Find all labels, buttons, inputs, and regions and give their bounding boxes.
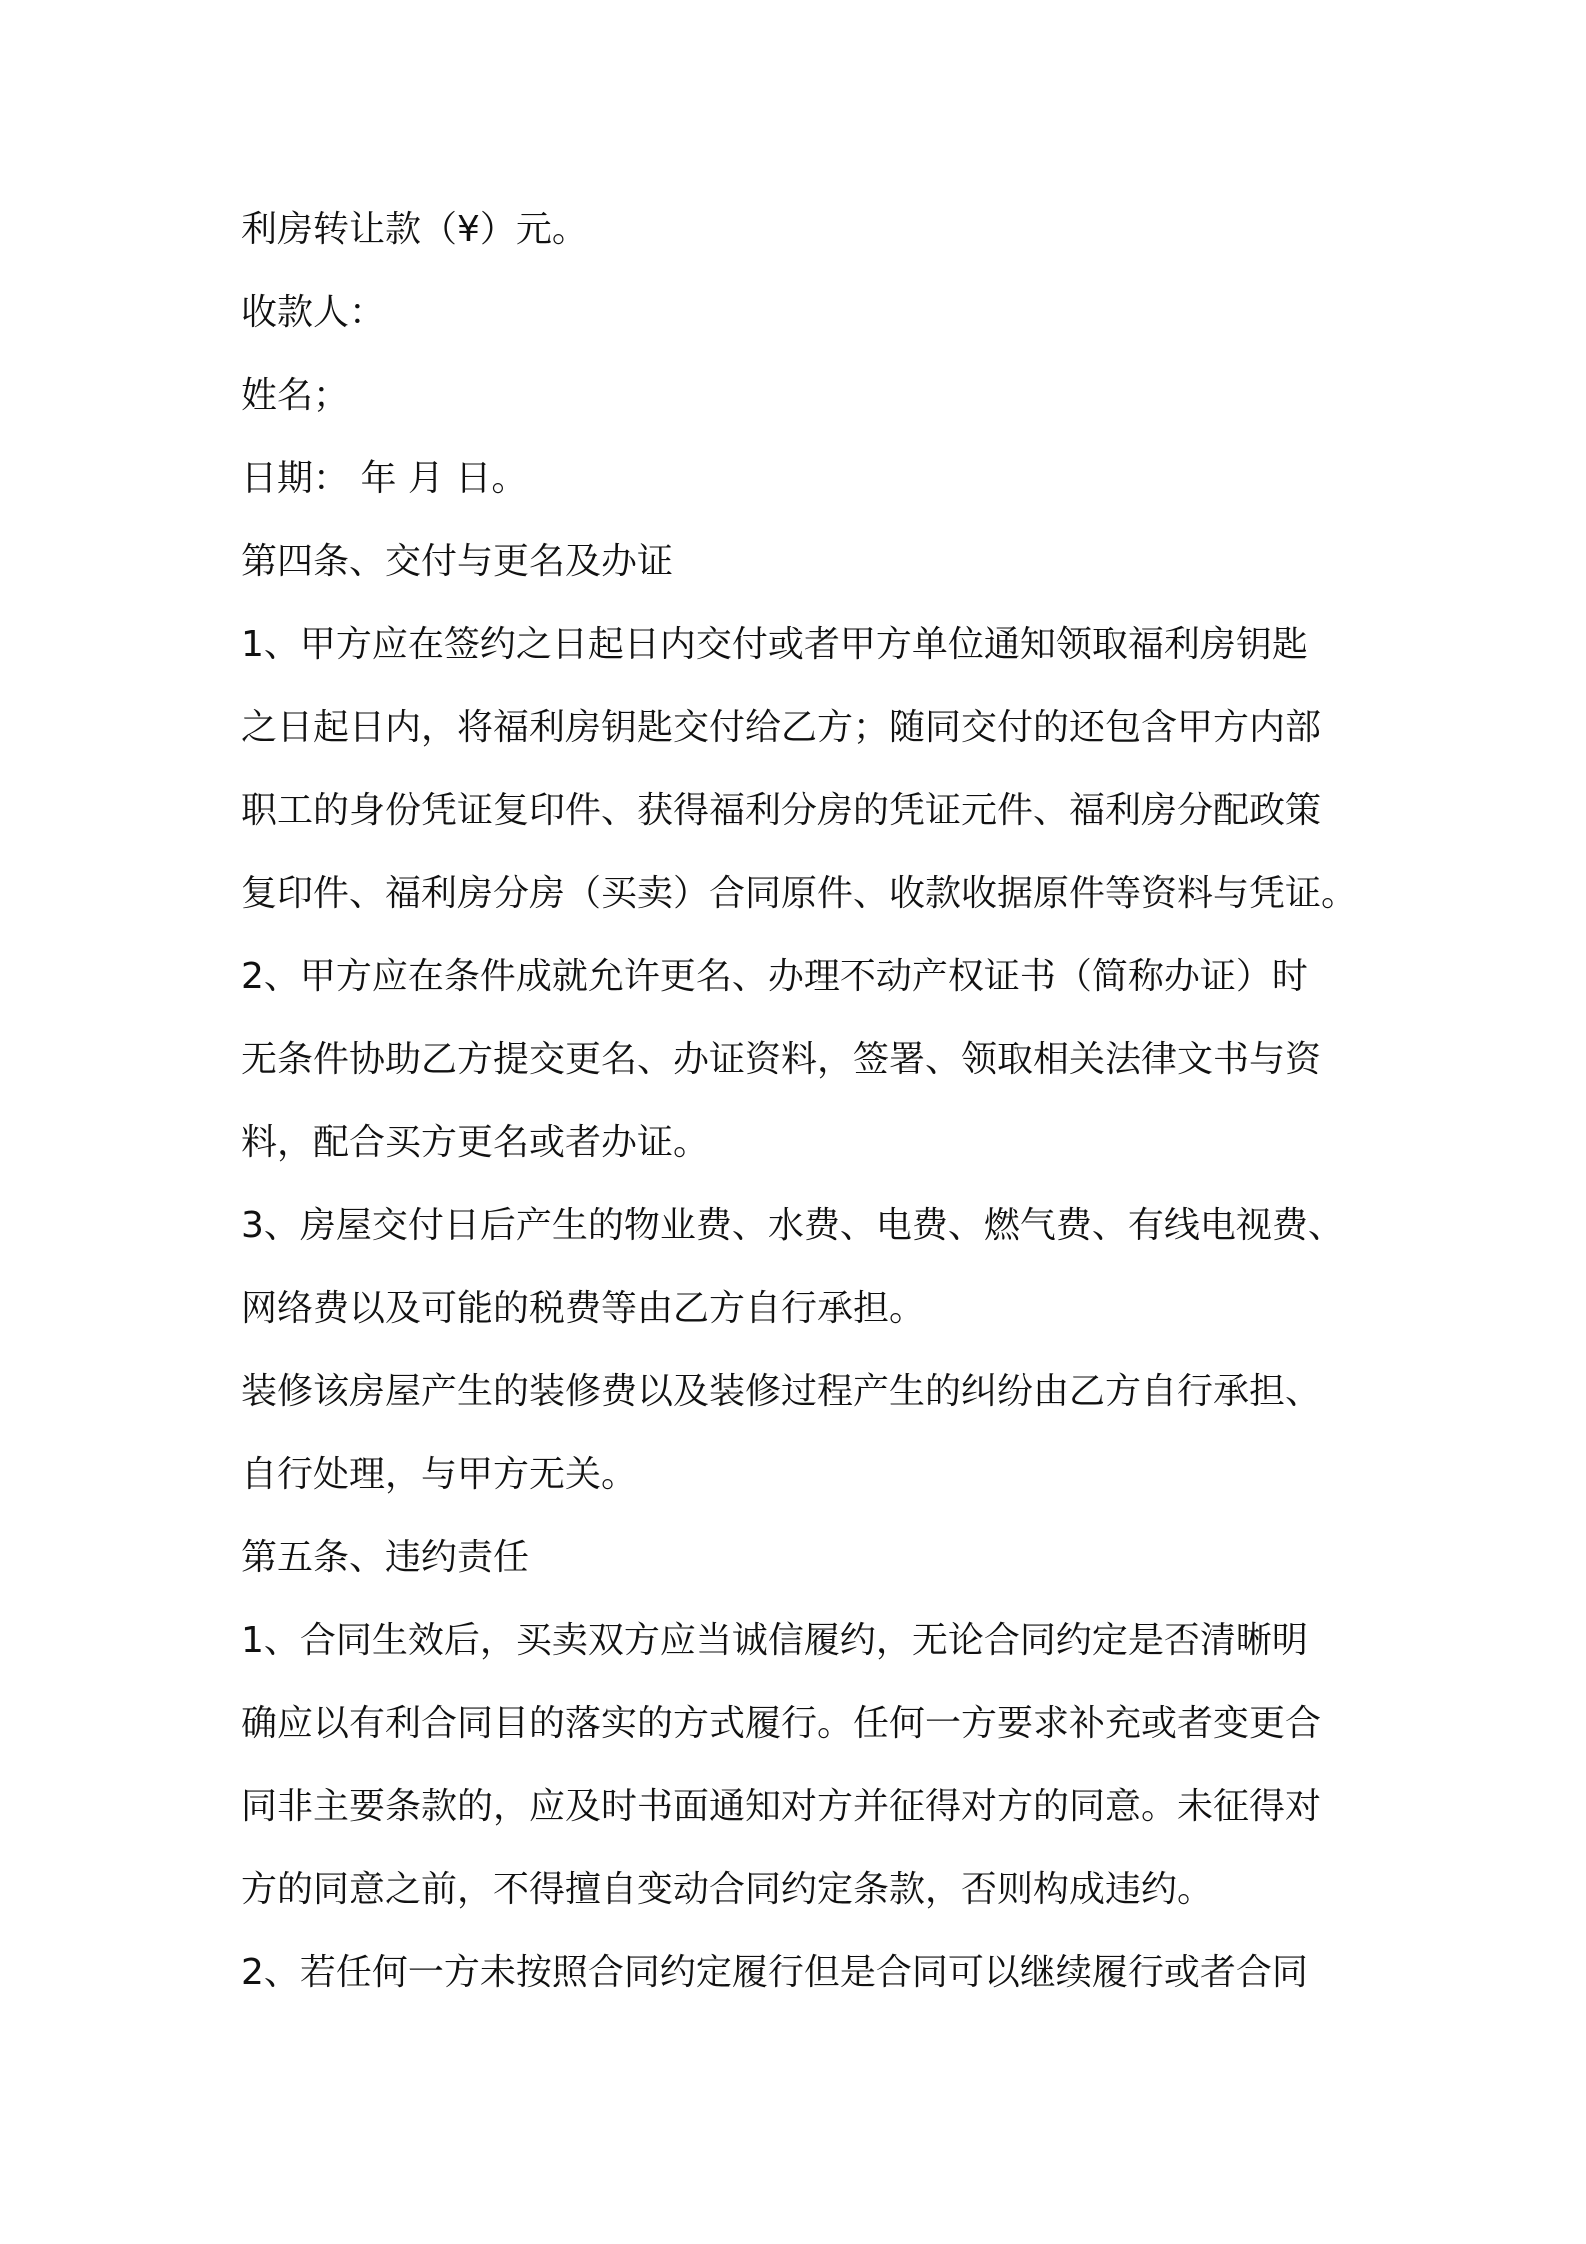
text-line: 日期： 年 月 日。 [241,458,528,499]
text-line: 网络费以及可能的税费等由乙方自行承担。 [241,1288,926,1329]
text-line: 2、甲方应在条件成就允许更名、办理不动产权证书（简称办证）时 [241,956,1308,997]
text-line: 料，配合买方更名或者办证。 [241,1122,710,1163]
text-line: 方的同意之前，不得擅自变动合同约定条款，否则构成违约。 [241,1869,1214,1910]
text-line: 无条件协助乙方提交更名、办证资料，签署、领取相关法律文书与资 [241,1039,1322,1080]
text-line: 收款人： [241,292,386,333]
text-line: 同非主要条款的，应及时书面通知对方并征得对方的同意。未征得对 [241,1786,1322,1827]
text-line: 2、若任何一方未按照合同约定履行但是合同可以继续履行或者合同 [241,1952,1308,1993]
text-line: 装修该房屋产生的装修费以及装修过程产生的纠纷由乙方自行承担、 [241,1371,1322,1412]
text-line: 自行处理，与甲方无关。 [241,1454,638,1495]
text-line: 之日起日内，将福利房钥匙交付给乙方；随同交付的还包含甲方内部 [241,707,1322,748]
text-line: 确应以有利合同目的落实的方式履行。任何一方要求补充或者变更合 [241,1703,1322,1744]
section-heading: 第四条、交付与更名及办证 [241,541,674,582]
text-line: 姓名； [241,375,350,416]
text-line: 1、合同生效后，买卖双方应当诚信履约，无论合同约定是否清晰明 [241,1620,1308,1661]
text-line: 利房转让款（¥）元。 [241,209,588,250]
text-line: 复印件、福利房分房（买卖）合同原件、收款收据原件等资料与凭证。 [241,873,1358,914]
section-heading: 第五条、违约责任 [241,1537,530,1578]
text-line: 3、房屋交付日后产生的物业费、水费、电费、燃气费、有线电视费、 [241,1205,1344,1246]
text-line: 职工的身份凭证复印件、获得福利分房的凭证元件、福利房分配政策 [241,790,1322,831]
text-line: 1、甲方应在签约之日起日内交付或者甲方单位通知领取福利房钥匙 [241,624,1308,665]
